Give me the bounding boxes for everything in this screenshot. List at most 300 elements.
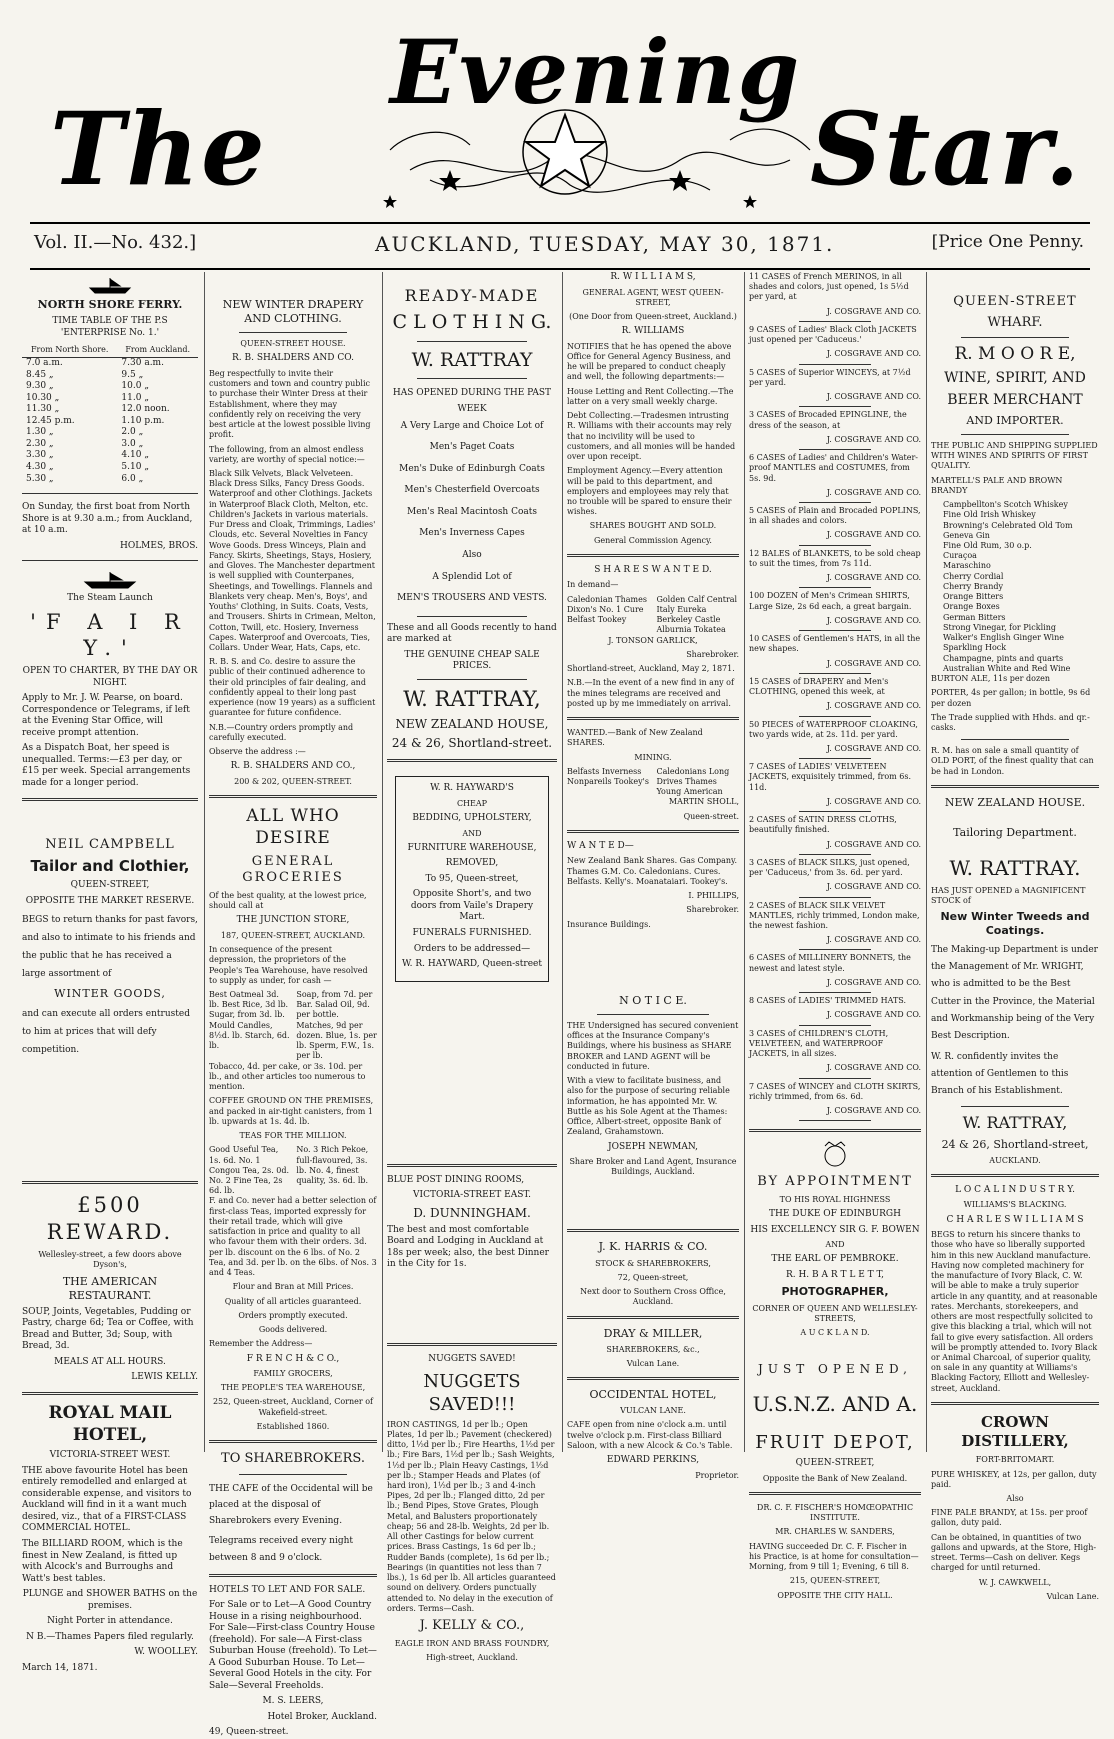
- cosgrave-signature: J. COSGRAVE AND CO.: [826, 392, 921, 402]
- drapery-signature: R. B. SHALDERS AND CO.,: [230, 761, 356, 772]
- hayward-name: W. R. HAYWARD'S: [430, 783, 514, 794]
- hotels-text: For Sale or to Let—A Good Country House in a rising neighbourhood. For Sale—First-class Country House (freehold). For sale—A First-class Suburban House (freehold). To Let—A Good Suburban House. To Let—Several Good Hotels in the city. For Sale—Several Freeholds.: [209, 1600, 377, 1691]
- rattray-house: NEW ZEALAND HOUSE,: [395, 716, 549, 731]
- hotels-role: Hotel Broker, Auckland.: [267, 1711, 377, 1722]
- homeo-text: HAVING succeeded Dr. C. F. Fischer in his Practice, is at home for consultation—Morning, from 9 till 1; Evening, 6 till 8.: [749, 1541, 919, 1572]
- wharf-sub: WHARF.: [987, 314, 1043, 330]
- hayward-funerals: FUNERALS FURNISHED.: [412, 927, 532, 938]
- grocer-text3: Tobacco, 4d. per cake, or 3s. 10d. per lb., and other articles too numerous to mention.: [209, 1061, 366, 1092]
- grocer-list-left: Best Oatmeal 3d. lb. Best Rice, 3d lb. Sugar, from 3d. lb. Mould Candles, 8½d. lb. Starch, 6d. lb.: [209, 990, 290, 1051]
- campbell-trade: Tailor and Clothier,: [30, 857, 190, 876]
- rattray-text2: A Very Large and Choice Lot of: [400, 421, 544, 432]
- nuggets-signature: J. KELLY & CO.,: [419, 1618, 525, 1634]
- dining-address: VICTORIA-STREET EAST.: [413, 1190, 531, 1201]
- appointment-text4: AND: [825, 1240, 845, 1250]
- wanted2-title: W A N T E D—: [567, 840, 634, 851]
- price: [Price One Penny.: [931, 232, 1084, 252]
- cosgrave-signature: J. COSGRAVE AND CO.: [826, 882, 921, 892]
- notice-text1: THE Undersigned has secured convenient offices at the Insurance Company's Buildings, where his business as SHARE BROKER and LAND AGENT will be conducted in future.: [567, 1020, 739, 1071]
- grocer-firm3: THE PEOPLE'S TEA WAREHOUSE,: [220, 1383, 366, 1393]
- moore-list-item: Cherry Cordial: [943, 571, 1004, 581]
- rattray-name: W. RATTRAY: [411, 348, 533, 371]
- moore-list-item: Australian White and Red Wine: [943, 663, 1071, 673]
- ferry-subtitle: TIME TABLE OF THE P.S 'ENTERPRISE No. 1.': [52, 316, 168, 338]
- crown-also: Also: [1006, 1494, 1024, 1504]
- rattray-item: Men's Chesterfield Overcoats: [404, 485, 540, 496]
- cosgrave-signature: J. COSGRAVE AND CO.: [826, 658, 921, 668]
- cosgrave-ad: 7 CASES of WINCEY and CLOTH SKIRTS, richly trimmed, from 6s. 6d.: [749, 1081, 921, 1101]
- bartlett-address: CORNER OF QUEEN AND WELLESLEY-STREETS,: [752, 1303, 918, 1323]
- ferry-time: 6.0 „: [121, 473, 144, 484]
- ferry-note: On Sunday, the first boat from North Shore is at 9.30 a.m.; from Auckland, at 10 a.m.: [22, 502, 193, 536]
- notice-role: Share Broker and Land Agent, Insurance Buildings, Auckland.: [569, 1157, 737, 1177]
- occidental-title: OCCIDENTAL HOTEL,: [589, 1388, 717, 1402]
- moore-list-item: Curaçoa: [943, 551, 977, 561]
- clothing-title2: C L O T H I N G.: [392, 311, 552, 334]
- nzhouse-title: NEW ZEALAND HOUSE.: [944, 795, 1086, 809]
- moore-list-item: Fine Old Irish Whiskey: [943, 510, 1036, 520]
- local-name: C H A R L E S W I L L I A M S: [946, 1214, 1084, 1225]
- cosgrave-ad: 2 CASES of SATIN DRESS CLOTHS, beautifully finished.: [749, 815, 897, 835]
- shares-date: Shortland-street, Auckland, May 2, 1871.: [567, 664, 735, 674]
- volume-number: Vol. II.—No. 432.]: [34, 232, 197, 253]
- cosgrave-signature: J. COSGRAVE AND CO.: [826, 1106, 921, 1116]
- dining-name: D. DUNNINGHAM.: [413, 1205, 531, 1220]
- ferry-signature: HOLMES, BROS.: [119, 540, 198, 551]
- nuggets-big: NUGGETS SAVED!!!: [423, 1370, 521, 1415]
- williams-agency: General Commission Agency.: [594, 535, 712, 545]
- occidental-signature: EDWARD PERKINS,: [606, 1455, 700, 1466]
- ferry-auckland-times: [117, 358, 198, 485]
- cosgrave-signature: J. COSGRAVE AND CO.: [826, 530, 921, 540]
- appointment-text3: HIS EXCELLENCY SIR G. F. BOWEN: [750, 1224, 920, 1235]
- ferry-time: 5.30 „: [26, 473, 54, 484]
- drapery-text1: Beg respectfully to invite their customers and town and country public to purchase their Winter Dress at their Establishment, where they may confidently rely on receiving the very best article at the lowest possible living profit.: [209, 368, 371, 440]
- hotels-signature: M. S. LEERS,: [262, 1696, 324, 1707]
- cosgrave-ad: 6 CASES of Ladies' and Children's Water-proof MANTLES and COSTUMES, from 5s. 9d.: [749, 453, 918, 483]
- cosgrave-ad: 10 CASES of Gentlemen's HATS, in all the new shapes.: [749, 634, 921, 654]
- wanted-list-left: Belfasts Inverness Nonpareils Tookey's: [567, 766, 649, 786]
- harris-title: J. K. HARRIS & CO.: [598, 1240, 708, 1254]
- cosgrave-ad: 50 PIECES of WATERPROOF CLOAKING, two yards wide, at 2s. 11d. per yard.: [749, 719, 918, 739]
- hayward-address2: Opposite Short's, and two doors from Vaile's Drapery Mart.: [410, 889, 534, 923]
- wanted2-list: New Zealand Bank Shares. Gas Company. Thames G.M. Co. Caledonians. Cures. Belfasts. Kelly's. Moanataiari. Tookey's.: [567, 856, 738, 886]
- cosgrave-ad: 3 CASES of BLACK SILKS, just opened, per 'Caduceus,' from 3s. 6d. per yard.: [749, 857, 910, 878]
- dray-sub: SHAREBROKERS, &c.,: [606, 1344, 700, 1354]
- hayward-removed: REMOVED,: [445, 858, 499, 869]
- masthead-the: The: [50, 90, 267, 208]
- hotel-address: VICTORIA-STREET WEST.: [49, 1450, 171, 1461]
- grocer-title: ALL WHO DESIRE: [246, 806, 340, 848]
- grocer-tea-list: [209, 1145, 377, 1196]
- wanted-mining: MINING.: [634, 752, 672, 762]
- grocer-firm2: FAMILY GROCERS,: [253, 1369, 333, 1379]
- cosgrave-signature: J. COSGRAVE AND CO.: [826, 796, 921, 806]
- grocer-text2: In consequence of the present depression, the proprietors of the People's Tea Warehouse, have resolved to supply as under, for cash —: [209, 945, 368, 985]
- hayward-signature: W. R. HAYWARD, Queen-street: [402, 959, 542, 970]
- tailor-rattray-address: 24 & 26, Shortland-street,: [941, 1137, 1089, 1151]
- rattray-item: Men's Inverness Capes: [419, 528, 525, 539]
- occidental-role: Proprietor.: [695, 1470, 739, 1480]
- shares-role: Sharebroker.: [686, 649, 739, 659]
- moore-list-item: Orange Boxes: [943, 602, 1000, 612]
- williams-text1: NOTIFIES that he has opened the above Office for General Agency Business, and he will be prepared to conduct cheaply and well, the following departments:—: [567, 341, 732, 382]
- wanted-list-right: Caledonians Long Drives Thames Young American: [656, 766, 730, 797]
- williams-title: R. W I L L I A M S,: [610, 272, 696, 282]
- appointment-text2: THE DUKE OF EDINBURGH: [769, 1209, 901, 1220]
- cosgrave-signature: J. COSGRAVE AND CO.: [826, 701, 921, 711]
- nuggets-text: IRON CASTINGS, 1d per lb.; Open Plates, 1d per lb.; Pavement (checkered) ditto, 1½d per lb.; Fire Hearths, 1½d per lb.; Fire Bars, 1½d per lb.; Sash Weights, 1½d per lb.; Plain Heavy Castings, 1½d per lb.; Stamper Heads and Plates (of hard iron), 1½d per lb.; 3 and 4-inch Pipes, 2d per lb.; Flanged ditto, 2d per lb.; Bend Pipes, Stove Grates, Plough Metal, and Balusters proportionately cheap; 56 and 28-lb. Weights, 2d per lb. All other Castings for below current prices. Brass Castings, 1s 6d per lb.; Rudder Bands (complete), 1s 6d per lb.; Bearings (in quantities not less than 7 lbs.), 1s 6d per lb. All articles guaranteed sound on delivery. Orders punctually attended to. No delay in the execution of orders. Terms—Cash.: [387, 1419, 556, 1613]
- ferry-title: NORTH SHORE FERRY.: [37, 298, 183, 311]
- moore-porter: PORTER, 4s per gallon; in bottle, 9s 6d per dozen: [931, 688, 1091, 708]
- drapery-text3: R. B. S. and Co. desire to assure the public of their continued adherence to their old principles of fair dealing, and confidently appeal to their long past experience (now 19 years) as a sufficient guarantee for future confidence.: [209, 657, 376, 718]
- grocer-delivered: Goods delivered.: [258, 1325, 328, 1335]
- moore-text1: THE PUBLIC AND SHIPPING SUPPLIED WITH WINES AND SPIRITS OF FIRST QUALITY.: [931, 440, 1098, 471]
- grocer-subtitle: GENERAL GROCERIES: [242, 853, 344, 886]
- harris-address: 72, Queen-street,: [617, 1272, 689, 1282]
- hotel-title: ROYAL MAIL HOTEL,: [48, 1402, 172, 1445]
- williams-text2: House Letting and Rent Collecting.—The latter on a very small weekly charge.: [567, 386, 734, 406]
- homeo-opposite: OPPOSITE THE CITY HALL.: [777, 1590, 893, 1600]
- occidental-text: CAFE open from nine o'clock a.m. until twelve o'clock p.m. First-class Billiard Saloon, with a new Alcock & Co.'s Table.: [567, 1420, 733, 1450]
- cosgrave-signature: J. COSGRAVE AND CO.: [826, 977, 921, 987]
- grocer-coffee: COFFEE GROUND ON THE PREMISES, and packed in air-tight canisters, from 1 lb. upwards at 1s. 4d. lb.: [209, 1096, 374, 1126]
- cosgrave-ad: 12 BALES of BLANKETS, to be sold cheap to suit the times, from 7s 11d.: [749, 548, 921, 568]
- cosgrave-ad: 5 CASES of Plain and Brocaded POPLINS, in all shades and colors.: [749, 505, 921, 526]
- rattray-item: Men's Real Macintosh Coats: [406, 506, 537, 517]
- moore-list-item: Browning's Celebrated Old Tom: [943, 520, 1073, 530]
- cosgrave-signature: J. COSGRAVE AND CO.: [826, 573, 921, 583]
- nuggets-firm: EAGLE IRON AND BRASS FOUNDRY,: [394, 1638, 550, 1648]
- masthead-star: Star.: [810, 90, 1082, 208]
- hotel-text2: The BILLIARD ROOM, which is the finest in New Zealand, is fitted up with Alcock's and Burroughs and Watt's best tables.: [22, 1539, 183, 1584]
- wanted2-role: Sharebroker.: [686, 905, 739, 915]
- williams-name: R. WILLIAMS: [621, 326, 685, 337]
- ferry-time: 10.30 „: [26, 392, 60, 403]
- launch-charter: OPEN TO CHARTER, BY THE DAY OR NIGHT.: [22, 666, 198, 688]
- cosgrave-ad-list: [749, 272, 921, 1121]
- shares-nb: N.B.—In the event of a new find in any of the mines telegrams are received and posted up by me immediately on arrival.: [567, 678, 734, 708]
- shares-demand: In demand—: [567, 580, 619, 590]
- tailor-rattray-city: AUCKLAND.: [989, 1155, 1041, 1165]
- opened-title: JUST OPENED,: [758, 1362, 912, 1377]
- cosgrave-signature: J. COSGRAVE AND CO.: [826, 839, 921, 849]
- usnz-title: U.S.N.Z. AND A.: [752, 1391, 918, 1416]
- tailor-rattray-text2: New Winter Tweeds and Coatings.: [940, 910, 1090, 938]
- shares-list: [567, 595, 739, 636]
- ferry-time: 9.30 „: [26, 381, 54, 392]
- star-emblem: [526, 115, 604, 186]
- ferry-time: 11.30 „: [26, 404, 60, 415]
- hayward-address: To 95, Queen-street,: [425, 873, 519, 884]
- ferry-time: 3.0 „: [121, 438, 144, 449]
- ferry-time: 5.10 „: [121, 461, 149, 472]
- appointment-title: BY APPOINTMENT: [757, 1174, 913, 1190]
- dray-address: Vulcan Lane.: [626, 1358, 680, 1368]
- moore-list-item: Maraschino: [943, 561, 991, 571]
- grocer-price-list: [209, 990, 377, 1062]
- tailor-rattray-name2: W. RATTRAY,: [962, 1113, 1068, 1133]
- rattray-item: Men's Paget Coats: [429, 441, 515, 452]
- column-4: [562, 272, 743, 1480]
- launch-terms: As a Dispatch Boat, her speed is unequalled. Terms:—£3 per day, or £15 per week. Special arrangements made for a longer period.: [22, 743, 191, 788]
- moore-text2: MARTELL'S PALE AND BROWN BRANDY: [931, 475, 1063, 495]
- ferry-col-north: From North Shore.: [22, 343, 117, 358]
- cosgrave-ad: 100 DOZEN of Men's Crimean SHIRTS, Large Size, 2s 6d each, a great bargain.: [749, 591, 912, 611]
- reward-restaurant: THE AMERICAN RESTAURANT.: [62, 1274, 158, 1302]
- ferry-time: 12.45 p.m.: [26, 415, 75, 426]
- crown-text1: PURE WHISKEY, at 12s, per gallon, duty paid.: [931, 1469, 1097, 1489]
- drapery-text2: The following, from an almost endless variety, are worthy of special notice:—: [209, 444, 365, 464]
- crown-text3: Can be obtained, in quantities of two gallons and upwards, at the Store, High-street. Terms—Cash on deliver. Kegs charged for until returned.: [931, 1532, 1097, 1573]
- grocer-teas: TEAS FOR THE MILLION.: [239, 1131, 347, 1141]
- grocer-remember: Remember the Address—: [209, 1339, 313, 1349]
- occidental-address: VULCAN LANE.: [620, 1406, 686, 1416]
- williams-text4: Employment Agency.—Every attention will be paid to this department, and employers and employees may rely that no trouble will be spared to ensure their wishes.: [567, 466, 732, 517]
- drapery-text5: Observe the address :—: [209, 747, 306, 757]
- moore-list-item: Orange Bitters: [943, 592, 1004, 602]
- ferry-north-times: [22, 358, 117, 485]
- broker-title: TO SHAREBROKERS.: [221, 1451, 365, 1467]
- williams-note: (One Door from Queen-street, Auckland.): [569, 311, 737, 321]
- hotel-text4: Night Porter in attendance.: [47, 1616, 173, 1627]
- drapery-items: Black Silk Velvets, Black Velveteen. Black Dress Silks, Fancy Dress Goods. Waterproof and other Clothings. Jackets in Waterproof Black Cloth, Melton, etc. Children's Jackets in various materials. Fur Dress and Cloak, Trimmings, Ladies' Clouds, etc. Several Novelties in Fancy Wove Goods. Dress Winceys, Plain and Fancy. Skirts, Sheetings, Stays, Hosiery, and Gloves. The Manchester department is well supplied with Counterpanes, Sheetings, and Towellings. Flannels and Blankets very cheap. Men's, Boys', and Youths' Clothing, in Suits. Coats, Vests, and Trousers. Shirts in Crimean, Melton, Cotton, Twill, etc. Hosiery, Inverness Capes. Waterproof and Overcoats, Ties, Collars. Under Wear, Hats, Caps, etc.: [209, 469, 376, 652]
- rattray-address: 24 & 26, Shortland-street.: [391, 736, 553, 751]
- rattray-opened: HAS OPENED DURING THE PAST WEEK: [392, 388, 552, 415]
- moore-name: R. M O O R E,: [954, 344, 1076, 365]
- cosgrave-signature: J. COSGRAVE AND CO.: [826, 434, 921, 444]
- cosgrave-ad: 3 CASES of Brocaded EPINGLINE, the dress of the season, at: [749, 410, 907, 430]
- moore-list-item: Geneva Gin: [943, 530, 990, 540]
- fruit-address: QUEEN-STREET,: [795, 1458, 875, 1469]
- ferry-time: 8.45 „: [26, 369, 54, 380]
- cosgrave-ad: 2 CASES of BLACK SILK VELVET MANTLES, richly trimmed, London make, the newest fashion.: [749, 900, 920, 931]
- drapery-firm: R. B. SHALDERS AND CO.: [232, 353, 354, 364]
- rattray-prices: THE GENUINE CHEAP SALE PRICES.: [404, 649, 540, 672]
- reward-title: £500 REWARD.: [46, 1193, 174, 1245]
- grocer-established: Established 1860.: [256, 1421, 330, 1431]
- cosgrave-ad: 8 CASES of LADIES' TRIMMED HATS.: [749, 996, 907, 1006]
- grocer-text1: Of the best quality, at the lowest price, should call at: [209, 890, 367, 911]
- launch-apply: Apply to Mr. J. W. Pearse, on board. Correspondence or Telegrams, if left at the Evening Star Office, will receive prompt attention.: [22, 693, 190, 738]
- campbell-name: NEIL CAMPBELL: [45, 836, 175, 852]
- ferry-time: 4.10 „: [121, 450, 149, 461]
- moore-list-item: Champagne, pints and quarts: [943, 653, 1064, 663]
- rattray-item-list: [387, 437, 557, 610]
- campbell-opposite: OPPOSITE THE MARKET RESERVE.: [25, 895, 195, 906]
- hotel-text3: PLUNGE and SHOWER BATHS on the premises.: [22, 1589, 198, 1611]
- rattray-item: A Splendid Lot of: [432, 571, 512, 582]
- local-sub: WILLIAMS'S BLACKING.: [963, 1200, 1067, 1210]
- fruit-title: FRUIT DEPOT,: [755, 1432, 915, 1454]
- grocer-store: THE JUNCTION STORE,: [236, 915, 350, 926]
- moore-list-item: Sparkling Hock: [943, 643, 1007, 653]
- grocer-quality: Quality of all articles guaranteed.: [224, 1296, 362, 1306]
- moore-note: R. M. has on sale a small quantity of OLD PORT, of the finest quality that can be had in London.: [931, 746, 1094, 776]
- wanted2-signature: I. PHILLIPS,: [688, 891, 739, 901]
- ferry-time: 9.5 „: [121, 369, 144, 380]
- moore-list-item: German Bitters: [943, 612, 1006, 622]
- drapery-house: QUEEN-STREET HOUSE.: [240, 339, 346, 349]
- moore-list-item: Walker's English Ginger Wine: [943, 633, 1064, 643]
- nuggets-address: High-street, Auckland.: [426, 1652, 518, 1662]
- hayward-orders: Orders to be addressed—: [413, 943, 531, 954]
- hayward-and: AND: [462, 828, 482, 838]
- homeo-address: 215, QUEEN-STREET,: [789, 1576, 881, 1586]
- wanted-address: Queen-street.: [683, 811, 739, 821]
- tailor-rattray-text3: The Making-up Department is under the Management of Mr. WRIGHT, who is admitted to be the Best Cutter in the Province, the Material and Workmanship being of the Very Best Description.: [931, 945, 1098, 1041]
- cosgrave-ad: 5 CASES of Superior WINCEYS, at 7½d per yard.: [749, 367, 911, 387]
- ferry-time: 10.0 „: [121, 381, 149, 392]
- shares-list-left: Caledonian Thames Dixon's No. 1 Cure Belfast Tookey: [567, 594, 647, 625]
- wanted-title: WANTED.—Bank of New Zealand SHARES.: [567, 728, 703, 748]
- hayward-furniture: FURNITURE WAREHOUSE,: [407, 842, 537, 853]
- nuggets-small: NUGGETS SAVED!: [428, 1353, 516, 1364]
- drapery-title: NEW WINTER DRAPERY AND CLOTHING.: [222, 298, 364, 326]
- rattray-item: Also: [462, 549, 482, 560]
- grocer-tea-right: No. 3 Rich Pekoe, full-flavoured, 3s. lb. No. 4, finest quality, 3s. 6d. lb.: [296, 1145, 369, 1185]
- ferry-time: 3.30 „: [26, 450, 54, 461]
- harris-text: Next door to Southern Cross Office, Auckland.: [580, 1287, 726, 1307]
- reward-signature: LEWIS KELLY.: [131, 1372, 198, 1383]
- cosgrave-signature: J. COSGRAVE AND CO.: [826, 1063, 921, 1073]
- tailor-title: Tailoring Department.: [953, 826, 1077, 839]
- masthead-evening: Evening: [390, 20, 802, 124]
- drapery-text4: N.B.—Country orders promptly and carefully executed.: [209, 722, 354, 742]
- appointment-text1: TO HIS ROYAL HIGHNESS: [779, 1194, 891, 1204]
- campbell-address: QUEEN-STREET,: [70, 880, 150, 891]
- hotel-date: March 14, 1871.: [22, 1662, 98, 1673]
- launch-icon: [80, 569, 140, 589]
- cosgrave-signature: J. COSGRAVE AND CO.: [826, 1010, 921, 1020]
- grocer-text4: F. and Co. never had a better selection of first-class Teas, imported expressly for their retail trade, which will give satisfaction in price and quality to all who favour them with their orders. 3d. per lb. discount on the 6 lbs. of No. 2 Tea, and 3d. per lb. on the 6lbs. of Nos. 3 and 4 Teas.: [209, 1196, 377, 1278]
- ferry-time: 7.0 a.m.: [26, 358, 63, 369]
- appointment-text5: THE EARL OF PEMBROKE.: [771, 1254, 899, 1265]
- ferry-time: 4.30 „: [26, 461, 54, 472]
- notice-text2: With a view to facilitate business, and also for the purpose of securing reliable information, he has appointed Mr. W. Buttle as his Sole Agent at the Thames: Office, Albert-street, opposite Bank of Zealand, Grahamstown.: [567, 1076, 730, 1137]
- grocer-firm4: 252, Queen-street, Auckland, Corner of Wakefield-street.: [212, 1397, 374, 1417]
- masthead: [30, 20, 1090, 215]
- clothing-title: READY-MADE: [404, 286, 540, 305]
- homeo-title: DR. C. F. FISCHER'S HOMŒOPATHIC INSTITUTE.: [756, 1502, 914, 1523]
- reward-meals: MEALS AT ALL HOURS.: [54, 1356, 166, 1367]
- moore-trade2: BEER MERCHANT: [947, 391, 1083, 408]
- crown-signature: W. J. CAWKWELL,: [978, 1577, 1052, 1587]
- grocer-orders: Orders promptly executed.: [238, 1310, 348, 1320]
- fruit-opposite: Opposite the Bank of New Zealand.: [762, 1473, 908, 1483]
- ship-icon: [85, 276, 135, 294]
- notice-title: N O T I C E.: [619, 993, 687, 1007]
- grocer-tea-left: Good Useful Tea, 1s. 6d. No. 1 Congou Tea, 2s. 0d. No. 2 Fine Tea, 2s 6d. lb.: [209, 1145, 290, 1196]
- cosgrave-signature: J. COSGRAVE AND CO.: [826, 743, 921, 753]
- reward-text: SOUP, Joints, Vegetables, Pudding or Pastry, charge 6d; Tea or Coffee, with Bread and Butter, 3d; Soup, with Bread, 3d.: [22, 1306, 194, 1352]
- reward-address: Wellesley-street, a few doors above Dyson's,: [38, 1250, 182, 1270]
- moore-list-item: Strong Vinegar, for Pickling: [943, 622, 1056, 632]
- moore-trade1: WINE, SPIRIT, AND: [944, 370, 1086, 386]
- williams-text3: Debt Collecting.—Tradesmen intrusting R. Williams with their accounts may rely that no incivility will be used to customers, and all monies will be handed over upon receipt.: [567, 411, 736, 462]
- notice-signature: JOSEPH NEWMAN,: [607, 1141, 699, 1152]
- moore-ale: BURTON ALE, 11s per dozen: [931, 674, 1051, 684]
- campbell-text: BEGS to return thanks for past favors, and also to intimate to his friends and the public that he has received a large assortment of: [22, 915, 198, 980]
- grocer-flour: Flour and Bran at Mill Prices.: [232, 1282, 354, 1292]
- ferry-time: 1.10 p.m.: [121, 415, 165, 426]
- shares-list-right: Golden Calf Central Italy Eureka Berkeley Castle Alburnia Tokatea: [656, 594, 738, 635]
- moore-list-item: Cherry Brandy: [943, 581, 1003, 591]
- columns: [18, 272, 1099, 1738]
- moore-list: [931, 500, 1099, 674]
- cosgrave-signature: J. COSGRAVE AND CO.: [826, 935, 921, 945]
- tailor-rattray-text4: W. R. confidently invites the attention of Gentlemen to this Branch of his Establishment.: [931, 1051, 1069, 1097]
- royal-crest-icon: [815, 1140, 855, 1170]
- homeo-name: MR. CHARLES W. SANDERS,: [775, 1527, 895, 1537]
- ferry-col-auckland: From Auckland.: [117, 343, 198, 358]
- grocer-list-right: Soap, from 7d. per Bar. Salad Oil, 9d. per bottle. Matches, 9d per dozen. Blue, 1s. per lb. Sperm, F.W., 1s. per lb.: [296, 990, 377, 1061]
- ferry-time: 1.30 „: [26, 427, 54, 438]
- bartlett-name: R. H. B A R T L E T T,: [785, 1269, 885, 1280]
- wanted-signature: MARTIN SHOLL,: [668, 797, 739, 807]
- crown-lane: Vulcan Lane.: [1046, 1591, 1099, 1601]
- wanted2-address: Insurance Buildings.: [567, 919, 651, 929]
- crown-title: CROWN DISTILLERY,: [961, 1412, 1069, 1451]
- ferry-time: 7.30 a.m.: [121, 358, 164, 369]
- cosgrave-ad: 3 CASES of CHILDREN'S CLOTH, VELVETEEN, and WATERPROOF JACKETS, in all sizes.: [749, 1028, 889, 1059]
- drapery-address: 200 & 202, QUEEN-STREET.: [234, 776, 352, 786]
- broker-text2: Telegrams received every night between 8 and 9 o'clock.: [209, 1536, 354, 1563]
- williams-sub: GENERAL AGENT, WEST QUEEN-STREET,: [582, 287, 724, 307]
- cosgrave-ad: 15 CASES of DRAPERY and Men's CLOTHING, opened this week, at: [749, 676, 889, 697]
- launch-name: 'F A I R Y.': [30, 609, 190, 661]
- rattray-item: Men's Duke of Edinburgh Coats: [399, 463, 545, 474]
- dining-title: BLUE POST DINING ROOMS,: [387, 1174, 525, 1185]
- local-title: L O C A L I N D U S T R Y.: [955, 1184, 1075, 1195]
- crown-address: FORT-BRITOMART.: [975, 1455, 1055, 1465]
- campbell-text2: and can execute all orders entrusted to him at prices that will defy competition.: [22, 1009, 190, 1056]
- ferry-time: 2.0 „: [121, 427, 144, 438]
- grocer-firm: F R E N C H & C O.,: [246, 1353, 340, 1364]
- harris-sub: STOCK & SHAREBROKERS,: [595, 1258, 711, 1268]
- moore-trade3: AND IMPORTER.: [966, 413, 1064, 427]
- moore-list-item: Fine Old Rum, 30 o.p.: [943, 541, 1032, 550]
- bartlett-city: A U C K L A N D.: [800, 1328, 870, 1337]
- ferry-timetable: [22, 343, 198, 485]
- column-6: [926, 272, 1103, 1601]
- grocer-address: 187, QUEEN-STREET, AUCKLAND.: [220, 930, 366, 940]
- column-1: [18, 272, 202, 1673]
- dray-title: DRAY & MILLER,: [603, 1326, 703, 1340]
- wanted-list: [567, 767, 739, 798]
- cosgrave-signature: J. COSGRAVE AND CO.: [826, 306, 921, 316]
- shares-signature: J. TONSON GARLICK,: [608, 635, 698, 645]
- hotel-signature: W. WOOLLEY.: [134, 1647, 198, 1658]
- tailor-rattray-text1: HAS JUST OPENED a MAGNIFICENT STOCK of: [931, 885, 1086, 905]
- hotels-title: HOTELS TO LET AND FOR SALE.: [209, 1584, 366, 1595]
- wharf-title: QUEEN-STREET: [953, 294, 1077, 309]
- ferry-time: 2.30 „: [26, 438, 54, 449]
- hotel-text1: THE above favourite Hotel has been entirely remodelled and enlarged at considerable expense, and visitors to Auckland will find in it a want much desired, viz., that of a FIRST-CLASS COMMERCIAL HOTEL.: [22, 1465, 192, 1534]
- hotel-text5: N B.—Thames Papers filed regularly.: [26, 1631, 194, 1642]
- williams-shares: SHARES BOUGHT AND SOLD.: [589, 521, 717, 531]
- ferry-time: 11.0 „: [121, 392, 149, 403]
- hayward-cheap: CHEAP: [456, 798, 488, 808]
- shares-title: S H A R E S W A N T E D.: [594, 564, 712, 575]
- cosgrave-ad: 9 CASES of Ladies' Black Cloth JACKETS just opened per 'Caduceus.': [749, 324, 917, 345]
- dining-text: The best and most comfortable Board and Lodging in Auckland at 18s per week; also, the best Dinner in the City for 1s.: [387, 1224, 549, 1270]
- issue-info-bar: [30, 222, 1090, 270]
- cosgrave-ad: 7 CASES of LADIES' VELVETEEN JACKETS, exquisitely trimmed, from 6s. 11d.: [749, 762, 912, 792]
- bartlett-trade: PHOTOGRAPHER,: [781, 1285, 889, 1299]
- cosgrave-signature: J. COSGRAVE AND CO.: [826, 615, 921, 625]
- cosgrave-signature: J. COSGRAVE AND CO.: [826, 349, 921, 359]
